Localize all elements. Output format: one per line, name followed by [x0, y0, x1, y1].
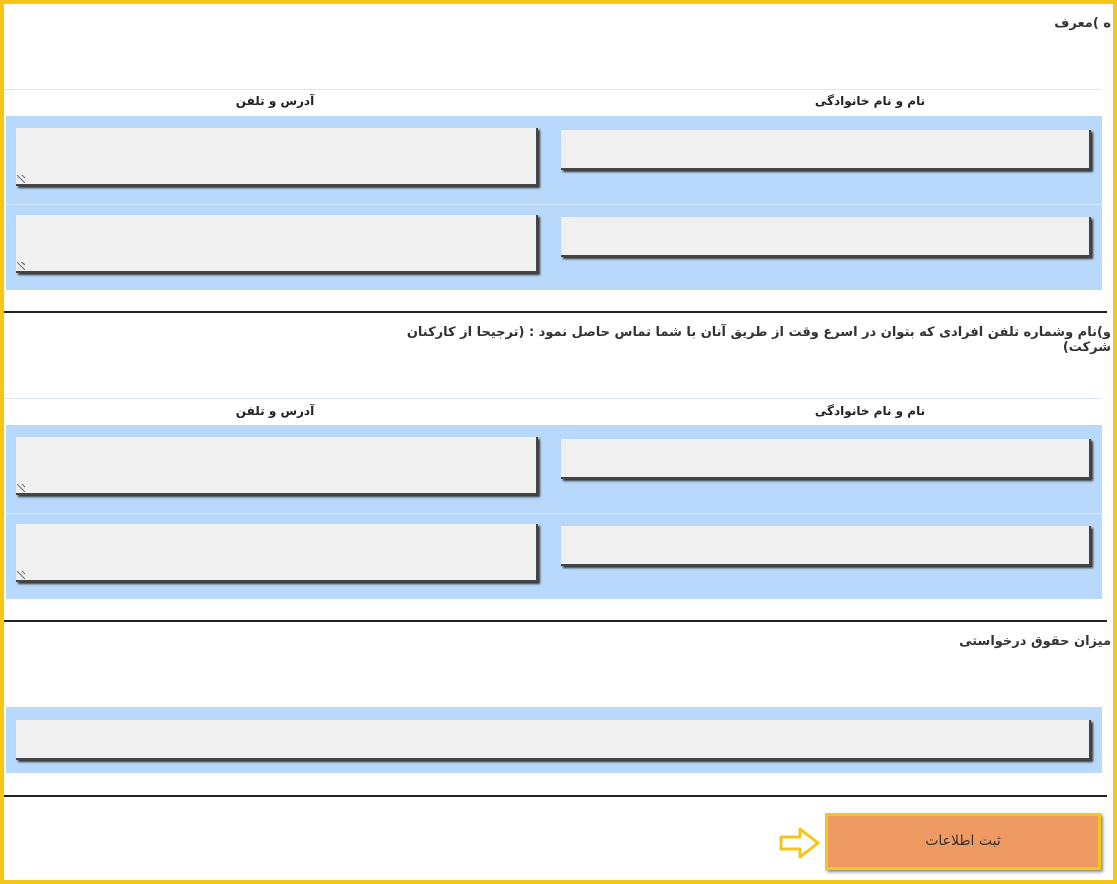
section-moaref-title: ه )معرف: [1054, 16, 1111, 31]
moaref-1-address-textarea[interactable]: [16, 128, 538, 186]
table-top-line: [4, 89, 1102, 90]
section-contacts-title: و)نام وشماره تلفن افرادی که بتوان در اسرع وقت از طریق آنان با شما تماس حاصل نمود : (ترجیحا از کارکنان شرکت): [406, 325, 1111, 355]
contact-2-address-textarea[interactable]: [16, 524, 538, 582]
moaref-2-address-textarea[interactable]: [16, 215, 538, 273]
moaref-1-name-input[interactable]: [561, 130, 1091, 170]
section-separator: [4, 620, 1107, 622]
contact-2-name-input[interactable]: [561, 526, 1091, 566]
contact-1-address-textarea[interactable]: [16, 437, 538, 495]
submit-button[interactable]: ثبت اطلاعات: [825, 813, 1101, 870]
column-header-address: آدرس و تلفن: [235, 94, 315, 108]
contact-1-name-input[interactable]: [561, 439, 1091, 479]
arrow-right-icon: [778, 826, 822, 860]
table-top-line: [4, 398, 1102, 399]
column-header-name: نام و نام خانوادگی: [814, 404, 926, 418]
row-divider: [6, 204, 1102, 205]
salary-input[interactable]: [16, 720, 1091, 760]
column-header-name: نام و نام خانوادگی: [814, 94, 926, 108]
section-salary-title: میزان حقوق درخواستی: [959, 634, 1111, 649]
row-divider: [6, 513, 1102, 514]
section-separator: [4, 795, 1107, 797]
moaref-2-name-input[interactable]: [561, 217, 1091, 257]
column-header-address: آدرس و تلفن: [235, 404, 315, 418]
section-separator: [4, 311, 1107, 313]
